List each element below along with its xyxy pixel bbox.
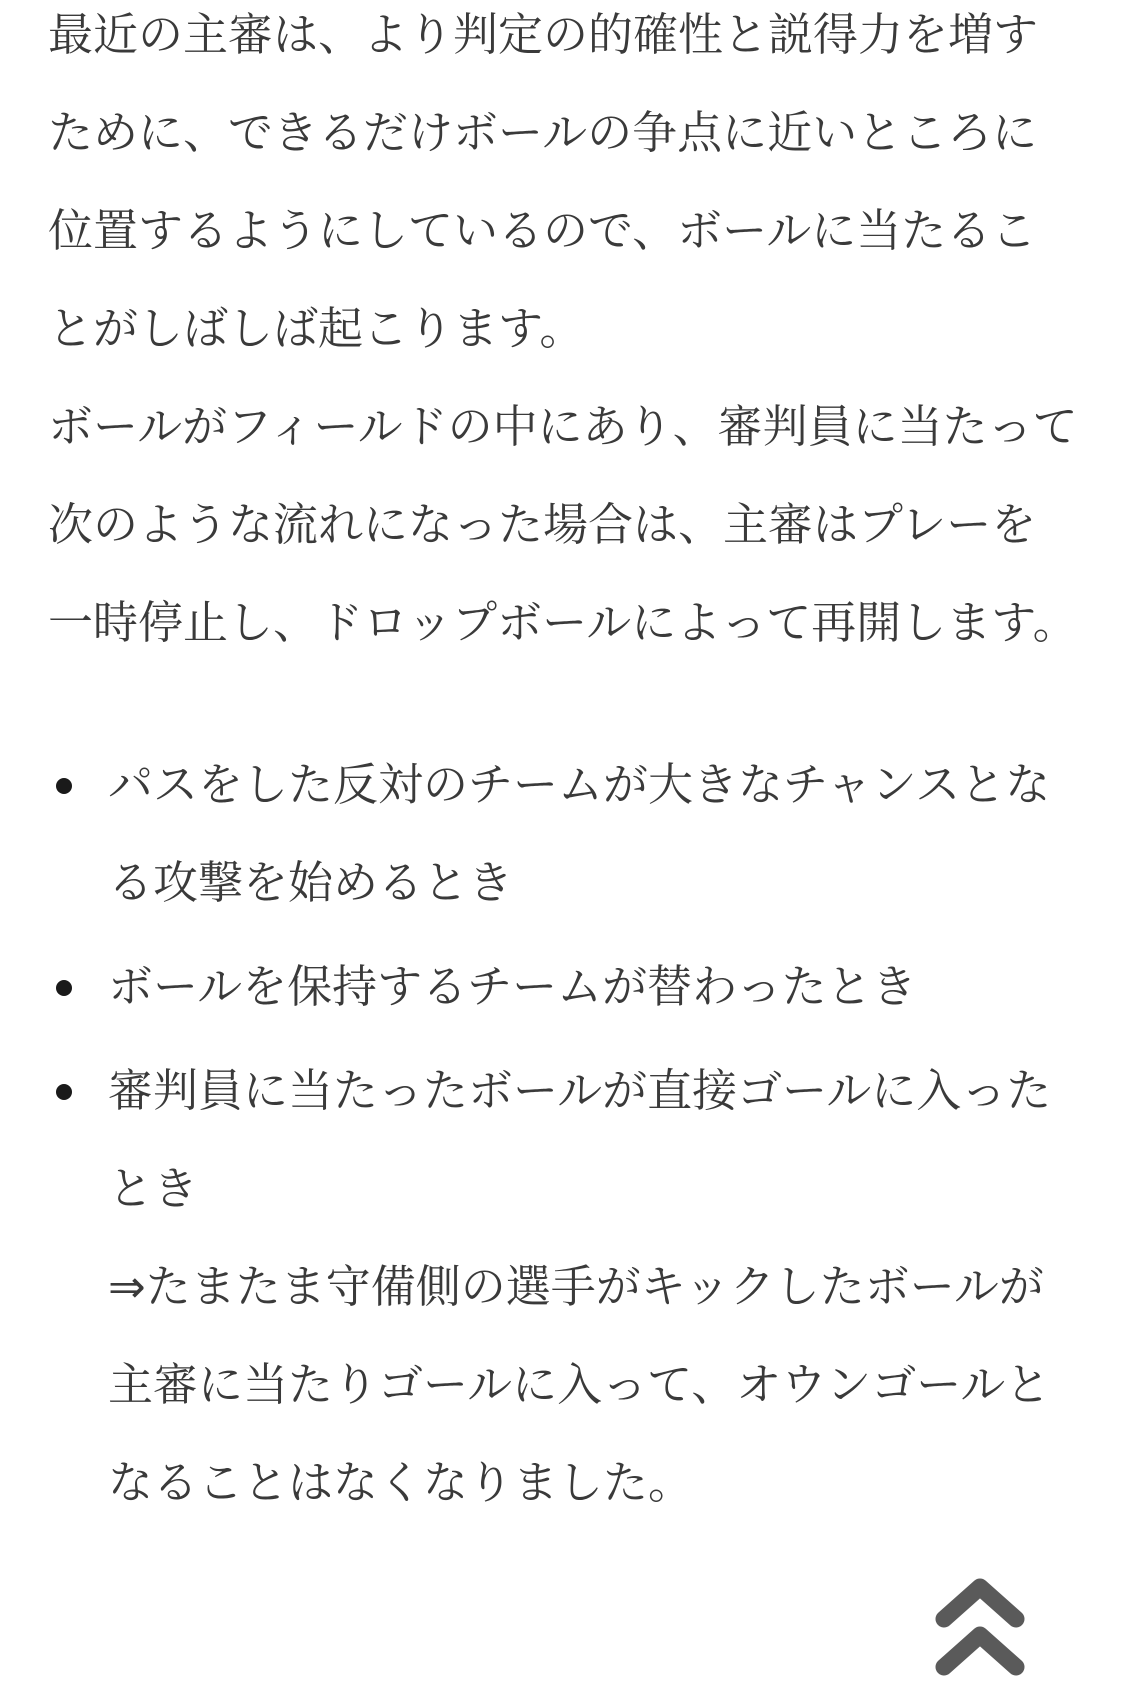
spacer [48,672,1078,736]
list-item-text: パスをした反対のチームが大きなチャンスとなる攻撃を始めるとき [108,758,1051,909]
bullet-dot-icon [56,980,72,996]
bullet-dot-icon [56,1084,72,1100]
bullet-dot-icon [56,778,72,794]
list-item-note: ⇒たまたま守備側の選手がキックしたボールが主審に当たりゴールに入って、オウンゴールとなることはなくなりました。 [108,1260,1051,1509]
scroll-to-top-button[interactable] [930,1575,1030,1685]
paragraph-dropball-restart: ボールがフィールドの中にあり、審判員に当たって次のような流れになった場合は、主審はプレーを一時停止し、ドロップボールによって再開します。 [48,400,1078,649]
double-chevron-up-icon [930,1575,1030,1685]
list-item [48,736,1078,932]
list-item [48,1042,1078,1532]
article-body [48,0,1078,1538]
bullet-list [48,736,1078,1532]
list-item-text: ボールを保持するチームが替わったとき [108,960,917,1013]
paragraph-referee-position: 最近の主審は、より判定の的確性と説得力を増すために、できるだけボールの争点に近いところに位置するようにしているので、ボールに当たることがしばしば起こります。 [48,8,1039,355]
list-item-text: 審判員に当たったボールが直接ゴールに入ったとき [108,1064,1052,1215]
list-item [48,938,1078,1036]
